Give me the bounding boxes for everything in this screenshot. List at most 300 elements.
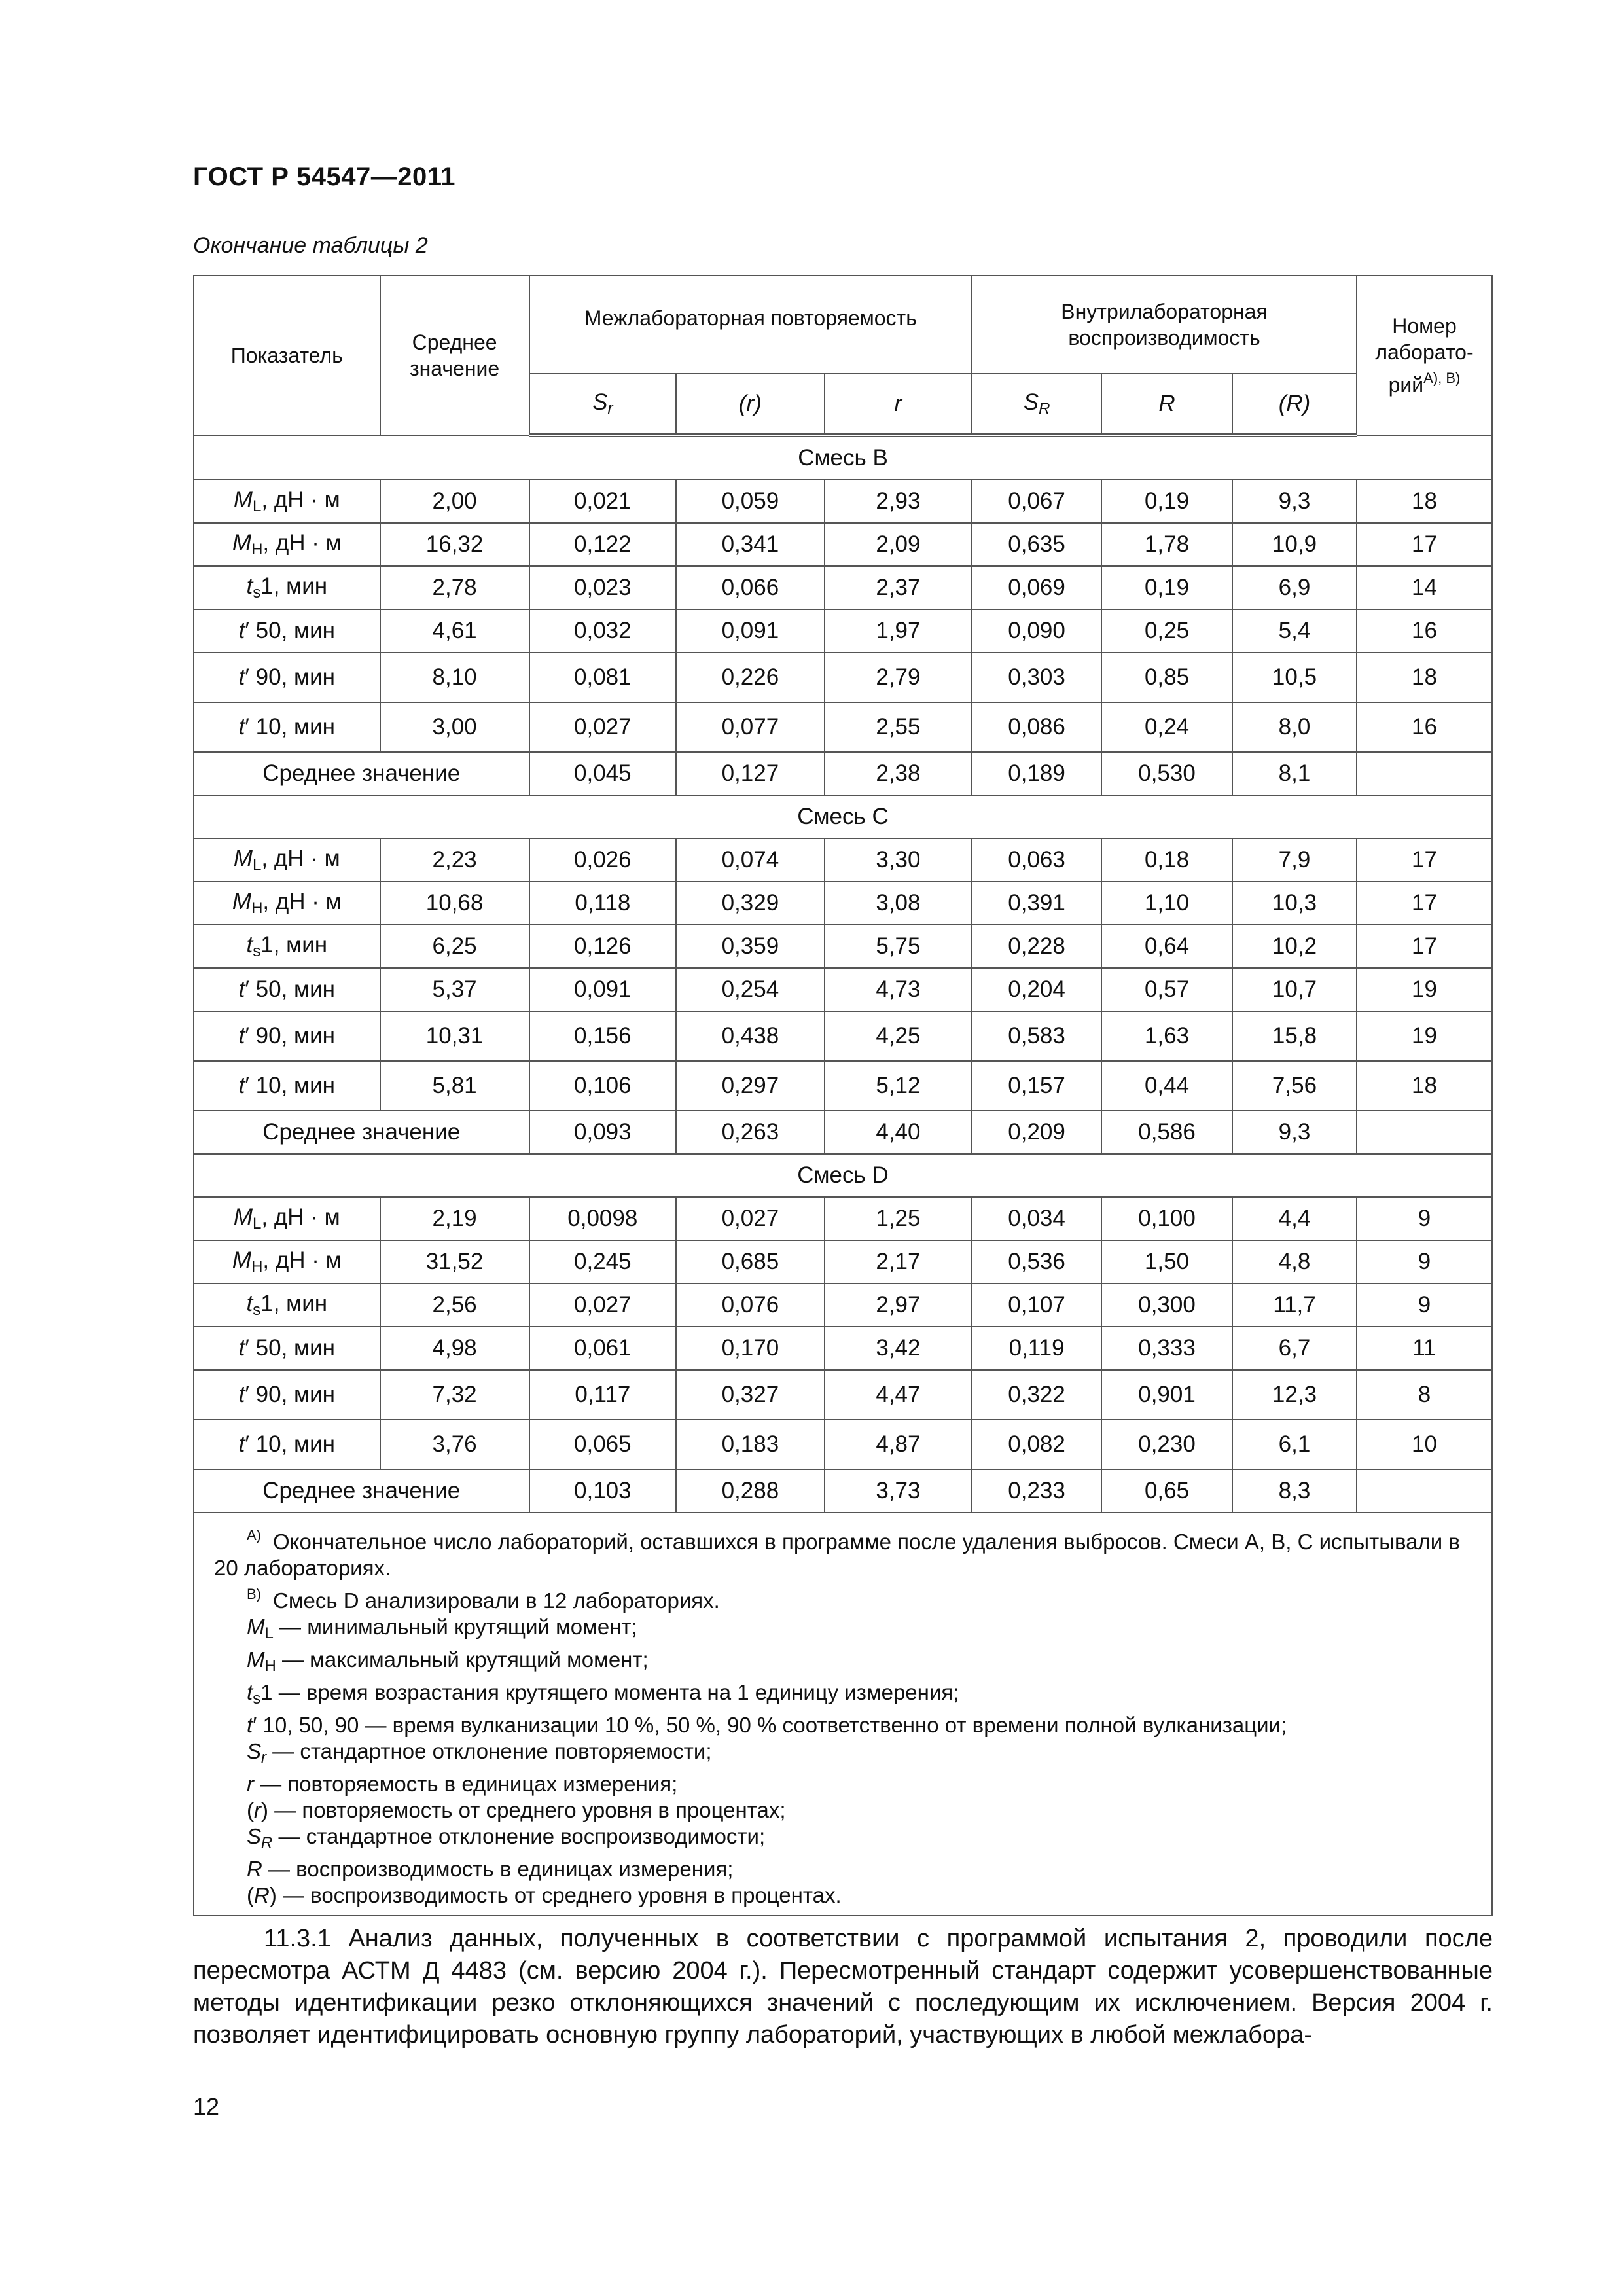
definition-subscript: L	[264, 1624, 274, 1642]
table-cell: 0,077	[676, 702, 825, 752]
indicator-symbol: t	[246, 1291, 253, 1316]
indicator-unit: 1, мин	[260, 932, 328, 958]
row-indicator	[194, 882, 380, 925]
table-cell: 0,074	[676, 838, 825, 882]
indicator-symbol: t	[246, 932, 253, 958]
note-definition	[247, 1797, 1477, 1823]
table-cell: 0,297	[676, 1061, 825, 1111]
row-indicator	[194, 1370, 380, 1420]
table-cell: 0,059	[676, 480, 825, 523]
table-cell: 0,021	[529, 480, 677, 523]
header-mean: Среднее значение	[380, 276, 529, 435]
summary-label: Среднее значение	[194, 752, 529, 795]
table-cell: 1,10	[1101, 882, 1232, 925]
row-indicator	[194, 838, 380, 882]
definition-symbol: R	[254, 1883, 270, 1907]
table-cell: 0,023	[529, 566, 677, 609]
table-cell: 4,87	[825, 1420, 972, 1469]
table-cell: 6,25	[380, 925, 529, 968]
table-cell: 10,31	[380, 1011, 529, 1061]
definition-text: ) — повторяемость от среднего уровня в процентах;	[261, 1798, 786, 1822]
table-cell: 3,08	[825, 882, 972, 925]
table-cell: 0,57	[1101, 968, 1232, 1011]
indicator-symbol: t	[238, 1023, 245, 1049]
definition-text: — стандартное отклонение повторяемости;	[266, 1739, 712, 1763]
table-cell: 16,32	[380, 523, 529, 566]
table-cell: 8	[1357, 1370, 1492, 1420]
table-cell: 0,156	[529, 1011, 677, 1061]
table-cell: 0,24	[1101, 702, 1232, 752]
header-labs	[1357, 276, 1492, 435]
table-cell: 2,19	[380, 1197, 529, 1240]
table-row	[194, 925, 1492, 968]
table-cell: 0,333	[1101, 1327, 1232, 1370]
table-row	[194, 523, 1492, 566]
section-title: Смесь B	[194, 435, 1492, 480]
table-cell: 4,4	[1232, 1197, 1357, 1240]
table-cell: 5,4	[1232, 609, 1357, 653]
table-cell: 7,32	[380, 1370, 529, 1420]
body-paragraph	[193, 1923, 1493, 2051]
indicator-symbol: M	[233, 846, 253, 871]
table-cell: 5,75	[825, 925, 972, 968]
row-indicator	[194, 1197, 380, 1240]
indicator-symbol: t	[238, 1073, 245, 1098]
table-cell: 0,228	[972, 925, 1101, 968]
table-cell: 0,583	[972, 1011, 1101, 1061]
indicator-unit: ′ 50, мин	[245, 1335, 335, 1361]
summary-cell: 0,530	[1101, 752, 1232, 795]
table-cell: 10,2	[1232, 925, 1357, 968]
summary-row	[194, 752, 1492, 795]
section-title: Смесь D	[194, 1154, 1492, 1197]
indicator-symbol: t	[246, 573, 253, 599]
definition-text: — воспроизводимость в единицах измерения;	[262, 1857, 734, 1881]
indicator-subscript: H	[251, 1258, 263, 1276]
table-cell: 3,42	[825, 1327, 972, 1370]
row-indicator	[194, 609, 380, 653]
summary-cell: 8,1	[1232, 752, 1357, 795]
table-cell: 4,8	[1232, 1240, 1357, 1283]
table-cell: 7,9	[1232, 838, 1357, 882]
note-definition	[247, 1771, 1477, 1797]
indicator-symbol: t	[238, 1382, 245, 1407]
row-indicator	[194, 702, 380, 752]
table-cell: 0,85	[1101, 653, 1232, 702]
table-notes	[194, 1513, 1492, 1916]
note-b-mark: B)	[247, 1586, 261, 1602]
table-cell: 9	[1357, 1240, 1492, 1283]
table-cell: 2,55	[825, 702, 972, 752]
table-cell: 5,12	[825, 1061, 972, 1111]
summary-cell: 2,38	[825, 752, 972, 795]
definition-symbol: r	[254, 1798, 261, 1822]
indicator-unit: , дН · м	[261, 487, 340, 512]
note-a-text: Окончательное число лабораторий, оставшихся в программе после удаления выбросов. Смеси A, B, C испытывали в 20 лабораториях.	[214, 1530, 1460, 1580]
table-row	[194, 566, 1492, 609]
header-reproducibility: Внутрилабораторная воспроизводимость	[972, 276, 1357, 374]
indicator-unit: ′ 90, мин	[245, 664, 335, 690]
indicator-unit: ′ 90, мин	[245, 1382, 335, 1407]
table-cell: 2,93	[825, 480, 972, 523]
table-cell: 0,254	[676, 968, 825, 1011]
table-cell: 0,061	[529, 1327, 677, 1370]
table-cell: 0,327	[676, 1370, 825, 1420]
note-definition	[247, 1712, 1477, 1738]
table-cell: 0,226	[676, 653, 825, 702]
table-cell: 4,25	[825, 1011, 972, 1061]
summary-empty-cell	[1357, 1111, 1492, 1154]
table-cell: 2,56	[380, 1283, 529, 1327]
table-cell: 0,901	[1101, 1370, 1232, 1420]
table-row	[194, 838, 1492, 882]
table-cell: 17	[1357, 523, 1492, 566]
table-row	[194, 1283, 1492, 1327]
page-number: 12	[193, 2093, 220, 2120]
summary-cell: 0,65	[1101, 1469, 1232, 1513]
summary-label: Среднее значение	[194, 1469, 529, 1513]
note-definition	[247, 1647, 1477, 1679]
table-cell: 0,027	[529, 1283, 677, 1327]
table-cell: 2,17	[825, 1240, 972, 1283]
table-cell: 16	[1357, 609, 1492, 653]
table-cell: 9	[1357, 1283, 1492, 1327]
indicator-symbol: t	[238, 618, 245, 643]
definition-prefix: (	[247, 1798, 254, 1822]
table-cell: 0,359	[676, 925, 825, 968]
table-cell: 8,10	[380, 653, 529, 702]
header-repeatability: Межлабораторная повторяемость	[529, 276, 972, 374]
indicator-unit: ′ 50, мин	[245, 618, 335, 643]
table-cell: 5,37	[380, 968, 529, 1011]
summary-row	[194, 1111, 1492, 1154]
definition-text: ) — воспроизводимость от среднего уровня в процентах.	[269, 1883, 842, 1907]
table-cell: 0,082	[972, 1420, 1101, 1469]
summary-empty-cell	[1357, 752, 1492, 795]
table-cell: 5,81	[380, 1061, 529, 1111]
table-cell: 2,09	[825, 523, 972, 566]
table-row	[194, 1420, 1492, 1469]
table-row	[194, 1327, 1492, 1370]
table-cell: 1,25	[825, 1197, 972, 1240]
table-cell: 12,3	[1232, 1370, 1357, 1420]
table-cell: 0,685	[676, 1240, 825, 1283]
table-cell: 0,100	[1101, 1197, 1232, 1240]
note-b-text: Смесь D анализировали в 12 лабораториях.	[273, 1588, 720, 1613]
table-cell: 0,19	[1101, 480, 1232, 523]
definition-subscript: s	[253, 1690, 261, 1708]
note-definition	[247, 1856, 1477, 1882]
section-title: Смесь C	[194, 795, 1492, 838]
summary-row	[194, 1469, 1492, 1513]
definition-symbol: t	[247, 1713, 253, 1737]
table-cell: 0,245	[529, 1240, 677, 1283]
indicator-symbol: M	[232, 889, 252, 914]
table-cell: 0,391	[972, 882, 1101, 925]
definition-symbol: r	[247, 1772, 254, 1796]
row-indicator	[194, 1283, 380, 1327]
indicator-unit: ′ 90, мин	[245, 1023, 335, 1049]
note-definition	[247, 1823, 1477, 1856]
indicator-unit: , дН · м	[262, 889, 342, 914]
table-cell: 0,027	[676, 1197, 825, 1240]
indicator-symbol: t	[238, 664, 245, 690]
paragraph-11-3-1: 11.3.1 Анализ данных, полученных в соответствии с программой испытания 2, проводили после пересмотра АСТМ Д 4483 (см. версию 2004 г.). Пересмотренный стандарт содержит усовершенствованные методы идентификации резко отклоняющихся значений с последующим их исключением. Версия 2004 г. позволяет идентифицировать основную группу лабораторий, участвующих в любой межлабора-	[193, 1925, 1493, 2049]
header-indicator: Показатель	[194, 276, 380, 435]
indicator-subscript: L	[253, 1215, 262, 1232]
summary-label: Среднее значение	[194, 1111, 529, 1154]
table-row	[194, 1197, 1492, 1240]
table-cell: 6,7	[1232, 1327, 1357, 1370]
table-cell: 10,68	[380, 882, 529, 925]
table-cell: 6,1	[1232, 1420, 1357, 1469]
table-cell: 0,341	[676, 523, 825, 566]
summary-cell: 0,093	[529, 1111, 677, 1154]
indicator-symbol: t	[238, 1431, 245, 1457]
definition-subscript: R	[261, 1834, 273, 1852]
table-cell: 0,300	[1101, 1283, 1232, 1327]
table-cell: 0,183	[676, 1420, 825, 1469]
table-cell: 17	[1357, 882, 1492, 925]
table-cell: 0,157	[972, 1061, 1101, 1111]
table-cell: 0,438	[676, 1011, 825, 1061]
header-sr: Sr	[529, 374, 677, 435]
table-cell: 0,230	[1101, 1420, 1232, 1469]
precision-table	[193, 275, 1493, 1916]
table-cell: 10,9	[1232, 523, 1357, 566]
table-cell: 0,063	[972, 838, 1101, 882]
indicator-unit: ′ 10, мин	[245, 714, 335, 740]
table-cell: 0,119	[972, 1327, 1101, 1370]
indicator-symbol: M	[233, 487, 253, 512]
table-cell: 0,086	[972, 702, 1101, 752]
table-row	[194, 1240, 1492, 1283]
table-cell: 0,034	[972, 1197, 1101, 1240]
indicator-unit: 1, мин	[260, 573, 328, 599]
table-cell: 0,322	[972, 1370, 1101, 1420]
indicator-unit: 1, мин	[260, 1291, 328, 1316]
table-cell: 11,7	[1232, 1283, 1357, 1327]
note-definition	[247, 1738, 1477, 1771]
table-cell: 0,126	[529, 925, 677, 968]
table-cell: 0,64	[1101, 925, 1232, 968]
indicator-symbol: t	[238, 977, 245, 1002]
indicator-unit: ′ 50, мин	[245, 977, 335, 1002]
indicator-unit: , дН · м	[262, 530, 342, 556]
indicator-unit: ′ 10, мин	[245, 1073, 335, 1098]
table-cell: 18	[1357, 480, 1492, 523]
table-cell: 0,18	[1101, 838, 1232, 882]
summary-cell: 0,189	[972, 752, 1101, 795]
indicator-subscript: H	[251, 541, 263, 558]
table-cell: 10	[1357, 1420, 1492, 1469]
definition-symbol: S	[247, 1824, 262, 1848]
table-row	[194, 968, 1492, 1011]
indicator-subscript: s	[253, 584, 261, 601]
table-cell: 0,107	[972, 1283, 1101, 1327]
table-cell: 1,63	[1101, 1011, 1232, 1061]
section-row	[194, 435, 1492, 480]
summary-cell: 4,40	[825, 1111, 972, 1154]
table-row	[194, 653, 1492, 702]
table-cell: 4,47	[825, 1370, 972, 1420]
table-cell: 0,303	[972, 653, 1101, 702]
definition-symbol: t	[247, 1680, 253, 1704]
definition-text: — минимальный крутящий момент;	[273, 1615, 637, 1639]
table-caption: Окончание таблицы 2	[193, 233, 428, 258]
table-cell: 17	[1357, 925, 1492, 968]
table-cell: 4,61	[380, 609, 529, 653]
definition-text: — максимальный крутящий момент;	[276, 1647, 649, 1672]
table-cell: 19	[1357, 968, 1492, 1011]
definition-text: — повторяемость в единицах измерения;	[254, 1772, 678, 1796]
indicator-subscript: H	[251, 899, 263, 917]
table-cell: 18	[1357, 1061, 1492, 1111]
note-b	[247, 1581, 1477, 1614]
table-cell: 1,50	[1101, 1240, 1232, 1283]
row-indicator	[194, 968, 380, 1011]
definition-subscript: r	[261, 1749, 267, 1767]
table-cell: 3,76	[380, 1420, 529, 1469]
table-cell: 2,37	[825, 566, 972, 609]
summary-cell: 0,209	[972, 1111, 1101, 1154]
document-header: ГОСТ Р 54547—2011	[193, 162, 455, 191]
table-cell: 2,79	[825, 653, 972, 702]
header-r: r	[825, 374, 972, 435]
table-cell: 31,52	[380, 1240, 529, 1283]
definition-text: ′ 10, 50, 90 — время вулканизации 10 %, 50 %, 90 % соответственно от времени полной вулканизации;	[253, 1713, 1287, 1737]
table-cell: 0,027	[529, 702, 677, 752]
table-cell: 0,067	[972, 480, 1101, 523]
table-cell: 8,0	[1232, 702, 1357, 752]
summary-cell: 8,3	[1232, 1469, 1357, 1513]
summary-cell: 0,103	[529, 1469, 677, 1513]
table-cell: 0,090	[972, 609, 1101, 653]
table-row	[194, 480, 1492, 523]
table-cell: 10,3	[1232, 882, 1357, 925]
table-cell: 4,73	[825, 968, 972, 1011]
table-cell: 3,30	[825, 838, 972, 882]
table-cell: 0,170	[676, 1327, 825, 1370]
table-cell: 0,065	[529, 1420, 677, 1469]
table-cell: 0,118	[529, 882, 677, 925]
table-cell: 0,076	[676, 1283, 825, 1327]
definition-text: 1 — время возрастания крутящего момента на 1 единицу измерения;	[260, 1680, 959, 1704]
header-labs-sup: A), B)	[1423, 370, 1461, 386]
table-cell: 17	[1357, 838, 1492, 882]
row-indicator	[194, 1011, 380, 1061]
table-cell: 6,9	[1232, 566, 1357, 609]
header-R: R	[1101, 374, 1232, 435]
definition-symbol: S	[247, 1739, 262, 1763]
table-cell: 0,081	[529, 653, 677, 702]
row-indicator	[194, 1420, 380, 1469]
note-definition	[247, 1882, 1477, 1909]
definition-text: — стандартное отклонение воспроизводимости;	[272, 1824, 766, 1848]
table-cell: 4,98	[380, 1327, 529, 1370]
section-row	[194, 795, 1492, 838]
table-cell: 2,78	[380, 566, 529, 609]
table-row	[194, 702, 1492, 752]
summary-cell: 0,127	[676, 752, 825, 795]
table-cell: 14	[1357, 566, 1492, 609]
table-cell: 7,56	[1232, 1061, 1357, 1111]
table-cell: 0,19	[1101, 566, 1232, 609]
table-cell: 15,8	[1232, 1011, 1357, 1061]
row-indicator	[194, 653, 380, 702]
definition-prefix: (	[247, 1883, 254, 1907]
definition-subscript: H	[264, 1657, 276, 1675]
note-a	[214, 1522, 1477, 1581]
definition-symbol: M	[247, 1615, 265, 1639]
indicator-subscript: s	[253, 942, 261, 960]
indicator-unit: , дН · м	[261, 846, 340, 871]
table-cell: 0,25	[1101, 609, 1232, 653]
table-cell: 0,091	[676, 609, 825, 653]
table-cell: 0,122	[529, 523, 677, 566]
table-cell: 3,00	[380, 702, 529, 752]
indicator-unit: ′ 10, мин	[245, 1431, 335, 1457]
table-cell: 0,536	[972, 1240, 1101, 1283]
table-cell: 2,97	[825, 1283, 972, 1327]
indicator-symbol: t	[238, 714, 245, 740]
table-row	[194, 1061, 1492, 1111]
section-row	[194, 1154, 1492, 1197]
table-cell: 0,44	[1101, 1061, 1232, 1111]
summary-cell: 0,263	[676, 1111, 825, 1154]
summary-cell: 9,3	[1232, 1111, 1357, 1154]
indicator-unit: , дН · м	[262, 1247, 342, 1273]
table-cell: 10,5	[1232, 653, 1357, 702]
table-cell: 9	[1357, 1197, 1492, 1240]
row-indicator	[194, 925, 380, 968]
row-indicator	[194, 480, 380, 523]
header-labs-label: Номер лаборато-рий	[1375, 314, 1474, 397]
table-cell: 2,23	[380, 838, 529, 882]
indicator-symbol: t	[238, 1335, 245, 1361]
row-indicator	[194, 523, 380, 566]
row-indicator	[194, 1327, 380, 1370]
header-R-percent: (R)	[1232, 374, 1357, 435]
row-indicator	[194, 566, 380, 609]
table-cell: 18	[1357, 653, 1492, 702]
header-r-percent: (r)	[676, 374, 825, 435]
table-cell: 11	[1357, 1327, 1492, 1370]
note-definition	[247, 1679, 1477, 1712]
notes-row	[194, 1513, 1492, 1916]
indicator-subscript: s	[253, 1301, 261, 1319]
table-cell: 16	[1357, 702, 1492, 752]
summary-empty-cell	[1357, 1469, 1492, 1513]
table-cell: 10,7	[1232, 968, 1357, 1011]
indicator-symbol: M	[232, 530, 252, 556]
table-cell: 0,329	[676, 882, 825, 925]
definition-symbol: M	[247, 1647, 265, 1672]
table-cell: 1,97	[825, 609, 972, 653]
table-row	[194, 882, 1492, 925]
table-cell: 19	[1357, 1011, 1492, 1061]
summary-cell: 0,045	[529, 752, 677, 795]
definition-symbol: R	[247, 1857, 262, 1881]
table-cell: 1,78	[1101, 523, 1232, 566]
table-cell: 0,091	[529, 968, 677, 1011]
row-indicator	[194, 1061, 380, 1111]
table-cell: 2,00	[380, 480, 529, 523]
indicator-symbol: M	[232, 1247, 252, 1273]
summary-cell: 0,288	[676, 1469, 825, 1513]
table-cell: 0,0098	[529, 1197, 677, 1240]
header-SR: SR	[972, 374, 1101, 435]
